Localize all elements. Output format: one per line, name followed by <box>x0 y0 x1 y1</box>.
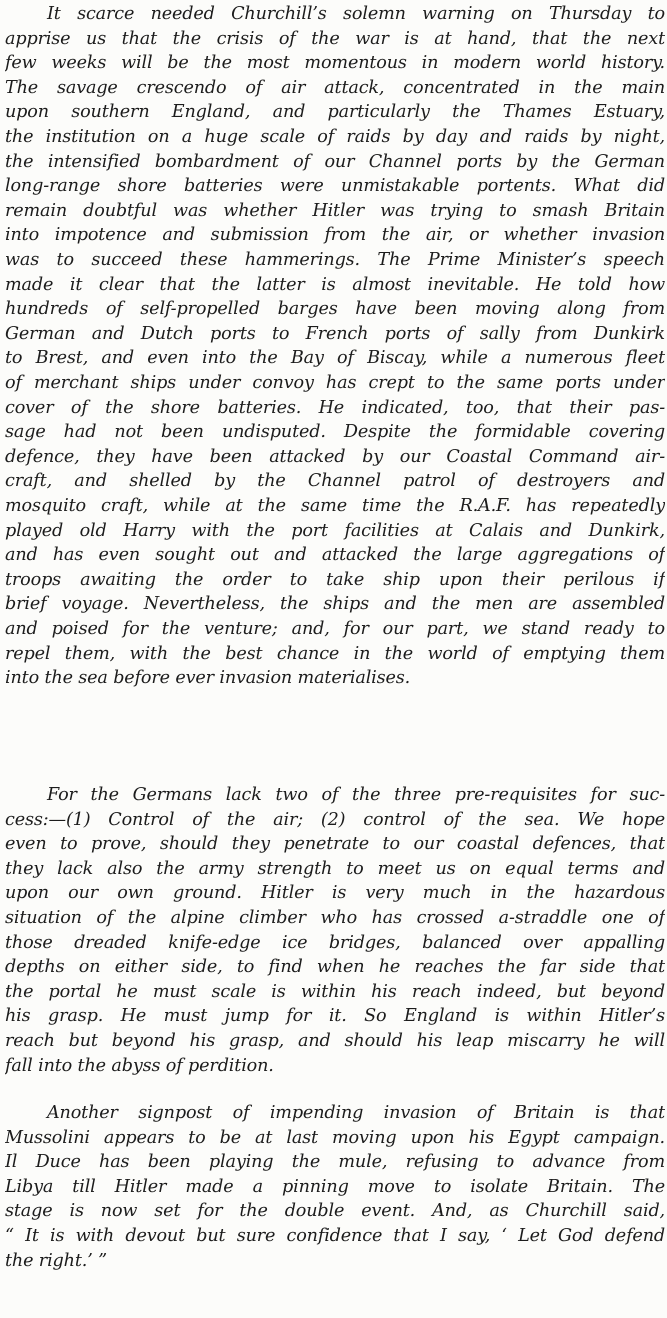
text-line: German and Dutch ports to French ports of sally from Dunkirk <box>5 323 665 344</box>
text-line: played old Harry with the port facilities at Calais and Dunkirk, <box>5 520 665 541</box>
text-line: troops awaiting the order to take ship upon their perilous if <box>5 569 665 590</box>
text-line: fall into the abyss of perdition. <box>5 1055 274 1076</box>
text-line: to Brest, and even into the Bay of Biscay, while a numerous fleet <box>5 348 665 369</box>
text-line: upon our own ground. Hitler is very much in the hazardous <box>5 883 665 904</box>
text-line: mosquito craft, while at the same time the R.A.F. has repeatedly <box>5 496 665 516</box>
text-line: and has even sought out and attacked the large aggregations of <box>5 545 665 566</box>
text-line: they lack also the army strength to meet us on equal terms and <box>5 858 665 879</box>
text-line: into impotence and submission from the air, or whether invasion <box>5 225 665 246</box>
text-line: cess:—(1) Control of the air; (2) control of the sea. We hope <box>5 809 665 830</box>
text-line: his grasp. He must jump for it. So England is within Hitler’s <box>5 1006 665 1027</box>
text-line: Il Duce has been playing the mule, refusing to advance from <box>5 1152 665 1173</box>
text-line: those dreaded knife-edge ice bridges, balanced over appalling <box>5 932 665 953</box>
text-line: Mussolini appears to be at last moving upon his Egypt campaign. <box>5 1127 665 1148</box>
text-line: of merchant ships under convoy has crept to the same ports under <box>5 373 665 393</box>
text-line: the right.’ ” <box>5 1250 107 1271</box>
text-line: the portal he must scale is within his reach indeed, but beyond <box>5 981 665 1002</box>
text-line: the intensified bombardment of our Channel ports by the German <box>5 151 665 172</box>
text-line: was to succeed these hammerings. The Prime Minister’s speech <box>5 250 665 270</box>
text-line: made it clear that the latter is almost inevitable. He told how <box>5 274 665 295</box>
text-line: depths on either side, to find when he reaches the far side that <box>5 957 665 978</box>
text-line: Libya till Hitler made a pinning move to isolate Britain. The <box>5 1176 665 1197</box>
text-line: brief voyage. Nevertheless, the ships and the men are assembled <box>5 594 665 615</box>
text-line: repel them, with the best chance in the world of emptying them <box>5 643 665 664</box>
text-line: Another signpost of impending invasion of Britain is that <box>47 1103 665 1123</box>
text-line: sage had not been undisputed. Despite the formidable covering <box>5 422 665 443</box>
text-line: reach but beyond his grasp, and should his leap miscarry he will <box>5 1031 665 1051</box>
text-line: craft, and shelled by the Channel patrol of destroyers and <box>5 471 665 492</box>
text-line: the institution on a huge scale of raids by day and raids by night, <box>5 127 665 147</box>
text-line: situation of the alpine climber who has crossed a-straddle one of <box>5 908 665 928</box>
text-line: upon southern England, and particularly the Thames Estuary, <box>5 102 665 123</box>
text-line: hundreds of self-propelled barges have been moving along from <box>5 299 665 320</box>
text-line: The savage crescendo of air attack, concentrated in the main <box>5 77 665 98</box>
text-line: It scarce needed Churchill’s solemn warning on Thursday to <box>47 4 665 24</box>
text-line: and poised for the venture; and, for our part, we stand ready to <box>5 619 665 639</box>
text-line: into the sea before ever invasion materialises. <box>5 668 411 689</box>
text-line: cover of the shore batteries. He indicated, too, that their pas- <box>5 397 665 418</box>
text-line: few weeks will be the most momentous in modern world history. <box>5 53 665 74</box>
text-line: remain doubtful was whether Hitler was trying to smash Britain <box>5 200 665 221</box>
text-line: even to prove, should they penetrate to our coastal defences, that <box>5 834 665 855</box>
text-line: apprise us that the crisis of the war is at hand, that the next <box>5 28 665 49</box>
text-line: stage is now set for the double event. And, as Churchill said, <box>5 1201 665 1222</box>
text-line: For the Germans lack two of the three pre-requisites for suc- <box>47 785 665 805</box>
text-line: long-range shore batteries were unmistakable portents. What did <box>5 176 665 197</box>
text-line: defence, they have been attacked by our Coastal Command air- <box>5 446 665 467</box>
text-line: “ It is with devout but sure confidence that I say, ‘ Let God defend <box>5 1226 665 1246</box>
